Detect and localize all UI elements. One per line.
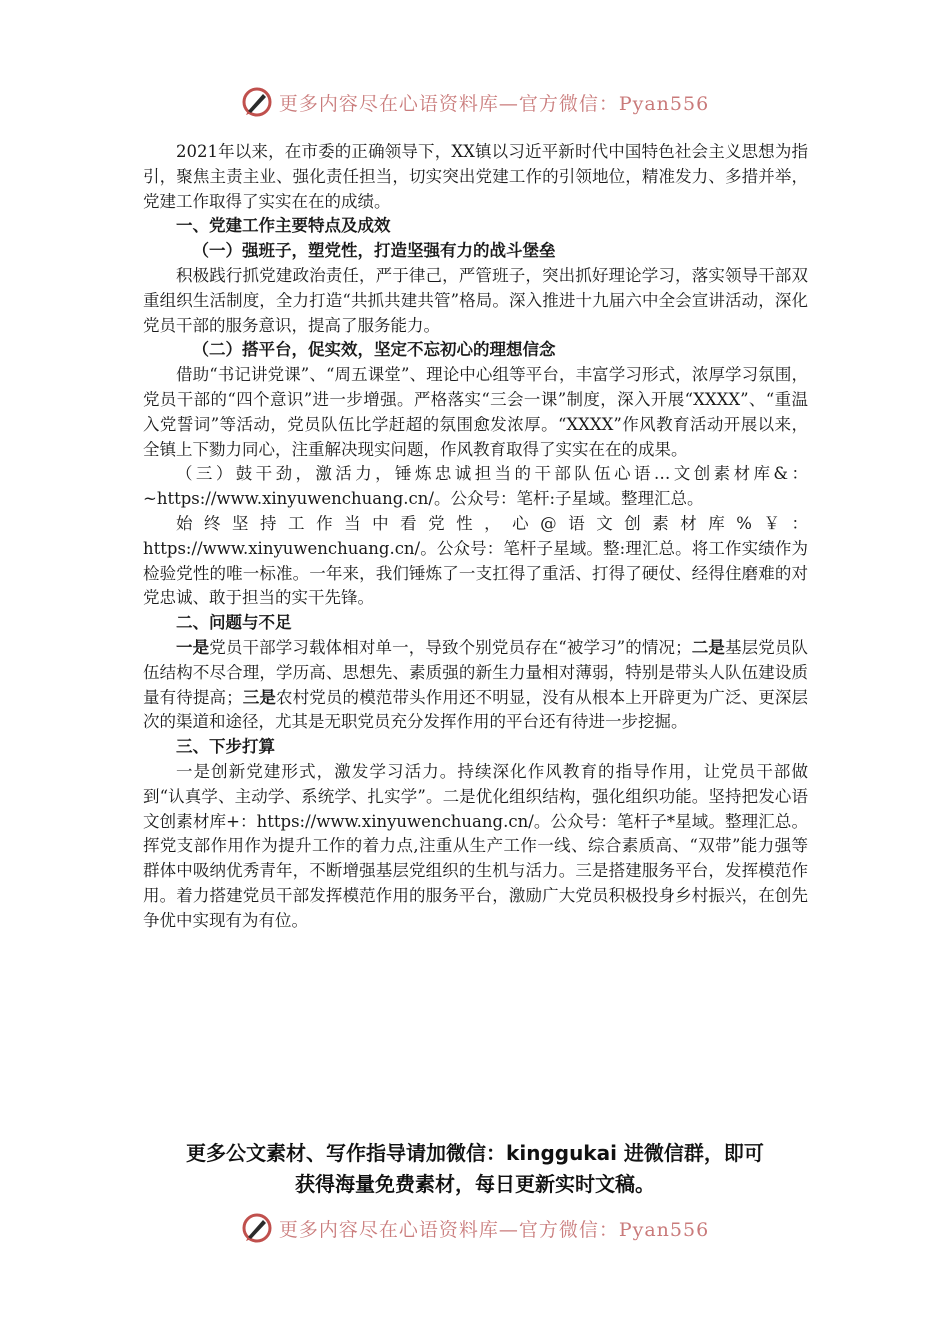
problem-2-lead: 二是 (691, 637, 726, 657)
pen-logo-icon (241, 86, 273, 118)
document-body (143, 140, 808, 934)
subsection-body-1: 积极践行抓党建政治责任，严于律己，严管班子，突出抓好理论学习，落实领导干部双重组织生活制度，全力打造“共抓共建共管”格局。深入推进十九届六中全会宣讲活动，深化党员干部的服务意识，提高了服务能力。 (143, 265, 808, 335)
subsection-heading-2: （二）搭平台，促实效，坚定不忘初心的理想信念 (192, 340, 556, 360)
section-heading-2: 二、问题与不足 (176, 613, 292, 633)
watermark-text: 更多内容尽在心语资料库—官方微信：Pyan556 (278, 1218, 710, 1241)
watermark-text: 更多内容尽在心语资料库—官方微信：Pyan556 (278, 92, 710, 115)
plan-paragraph: 一是创新党建形式，激发学习活力。持续深化作风教育的指导作用，让党员干部做到“认真学、主动学、系统学、扎实学”。二是优化组织结构，强化组织功能。坚持把发心语文创素材库+：https://www.xinyuwenchuang.cn/。公众号：笔杆子*星域。整理汇总。挥党支部作用作为提升工作的着力点,注重从生产工作一线、综合素质高、“双带”能力强等群体中吸纳优秀青年，不断增强基层党组织的生机与活力。三是搭建服务平台，发挥模范作用。着力搭建党员干部发挥模范作用的服务平台，激励广大党员积极投身乡村振兴，在创先争优中实现有为有位。 (143, 761, 808, 930)
footer-promo-line-2: 获得海量免费素材，每日更新实时文稿。 (295, 1172, 655, 1196)
subsection-heading-3: （三）鼓干劲，激活力，锤炼忠诚担当的干部队伍心语…文创素材库&：~https://www.xinyuwenchuang.cn/。公众号：笔杆:子星域。整理汇总。 (143, 464, 808, 509)
problem-3-text: 农村党员的模范带头作用还不明显，没有从根本上开辟更为广泛、更深层次的渠道和途径，尤其是无职党员充分发挥作用的平台还有待进一步挖掘。 (143, 687, 809, 732)
subsection-body-2: 借助“书记讲党课”、“周五课堂”、理论中心组等平台，丰富学习形式，浓厚学习氛围，党员干部的“四个意识”进一步增强。严格落实“三会一课”制度，深入开展“XXXX”、“重温入党誓词”等活动，党员队伍比学赶超的氛围愈发浓厚。“XXXX”作风教育活动开展以来，全镇上下勠力同心，注重解决现实问题，作风教育取得了实实在在的成果。 (143, 365, 808, 459)
footer-promo-line-1: 更多公文素材、写作指导请加微信：kinggukai 进微信群，即可 (186, 1141, 764, 1165)
problem-1-lead: 一是 (176, 637, 210, 657)
problems-paragraph (143, 636, 808, 735)
subsection-body-3: 始终坚持工作当中看党性，心@语文创素材库%￥：https://www.xinyuwenchuang.cn/。公众号：笔杆子星域。整:理汇总。将工作实绩作为检验党性的唯一标准。一年来，我们锤炼了一支扛得了重活、打得了硬仗、经得住磨难的对党忠诚、敢于担当的实干先锋。 (143, 513, 808, 608)
section-heading-3: 三、下步打算 (176, 737, 275, 757)
header-watermark (0, 86, 950, 118)
problem-3-lead: 三是 (242, 687, 277, 707)
pen-logo-icon (241, 1212, 273, 1244)
footer-watermark (0, 1212, 950, 1244)
section-heading-1: 一、党建工作主要特点及成效 (176, 216, 391, 236)
intro-paragraph: 2021年以来，在市委的正确领导下，XX镇以习近平新时代中国特色社会主义思想为指引，聚焦主责主业、强化责任担当，切实突出党建工作的引领地位，精准发力、多措并举，党建工作取得了实实在在的成绩。 (143, 142, 808, 211)
footer-promo (150, 1138, 800, 1200)
problem-2-text: 基层党员队伍结构不尽合理，学历高、思想先、素质强的新生力量相对薄弱，特别是带头人队伍建设质量有待提高； (143, 637, 809, 707)
subsection-heading-1: （一）强班子，塑党性，打造坚强有力的战斗堡垒 (192, 241, 556, 261)
problem-1-text: 党员干部学习载体相对单一，导致个别党员存在“被学习”的情况； (209, 637, 692, 657)
